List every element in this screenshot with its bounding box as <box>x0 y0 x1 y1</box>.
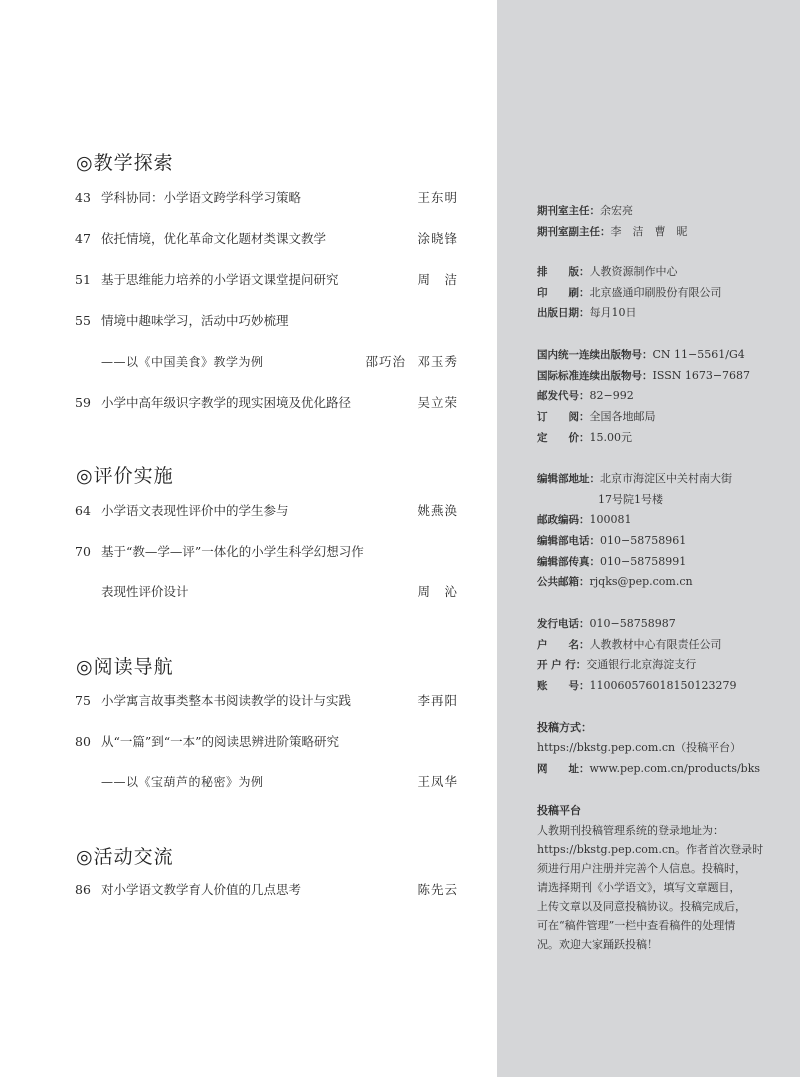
toc-entry[interactable] <box>75 732 458 752</box>
entry-page: 70 <box>75 544 91 559</box>
entry-author: 周 沁 <box>417 584 458 599</box>
toc-entry[interactable] <box>75 542 458 562</box>
entry-author: 周 洁 <box>417 272 458 287</box>
publication-info-panel <box>497 0 800 1077</box>
info-print: 印 刷：北京盛通印刷股份有限公司 <box>537 286 722 299</box>
entry-author: 王凤华 <box>417 774 458 789</box>
section-title-reading-guide: ◎阅读导航 <box>76 656 174 678</box>
platform-text-line: 可在“稿件管理”一栏中查看稿件的处理情 <box>537 919 736 932</box>
entry-subtitle: ——以《宝葫芦的秘密》为例 <box>101 775 264 789</box>
info-editor-deputy: 期刊室副主任：李 洁 曹 昵 <box>537 225 688 238</box>
entry-title: 小学语文表现性评价中的学生参与 <box>101 503 289 518</box>
info-bank: 开 户 行：交通银行北京海淀支行 <box>537 658 697 671</box>
info-website: 网 址：www.pep.com.cn/products/bks <box>537 762 761 775</box>
info-account-name: 户 名：人教教材中心有限责任公司 <box>537 638 722 651</box>
entry-title: 依托情境，优化革命文化题材类课文教学 <box>101 231 327 246</box>
section-title-activity-exchange: ◎活动交流 <box>76 846 174 868</box>
entry-subtitle: ——以《中国美食》教学为例 <box>101 355 264 369</box>
info-fax: 编辑部传真：010−58758991 <box>537 555 687 568</box>
info-address-line2: 17号院1号楼 <box>598 493 663 506</box>
platform-text-line: 请选择期刊《小学语文》，填写文章题目， <box>537 881 741 894</box>
info-issn: 国际标准连续出版物号：ISSN 1673−7687 <box>537 369 751 382</box>
submit-platform-link[interactable]: https://bkstg.pep.com.cn（投稿平台） <box>537 741 742 754</box>
toc-entry[interactable] <box>75 311 458 331</box>
entry-page: 75 <box>75 693 91 708</box>
entry-title: 基于思维能力培养的小学语文课堂提问研究 <box>101 272 339 287</box>
toc-entry-continuation[interactable] <box>75 352 458 372</box>
submit-method-heading: 投稿方式： <box>537 721 592 734</box>
platform-text-line: 须进行用户注册并完善个人信息。投稿时， <box>537 862 746 875</box>
toc-entry[interactable] <box>75 229 458 249</box>
entry-title: 对小学语文教学育人价值的几点思考 <box>101 882 302 897</box>
info-postcode-issue: 邮发代号：82−992 <box>537 389 634 402</box>
entry-page: 55 <box>75 313 91 328</box>
entry-page: 47 <box>75 231 91 246</box>
info-layout: 排 版：人教资源制作中心 <box>537 265 678 278</box>
toc-entry-continuation[interactable] <box>75 772 458 792</box>
entry-title: 学科协同：小学语文跨学科学习策略 <box>101 190 302 205</box>
entry-title: 从“一篇”到“一本”的阅读思辨进阶策略研究 <box>101 734 340 749</box>
toc-entry[interactable] <box>75 270 458 290</box>
info-subscribe: 订 阅：全国各地邮局 <box>537 410 656 423</box>
info-email: 公共邮箱：rjqks@pep.com.cn <box>537 575 693 588</box>
info-price: 定 价：15.00元 <box>537 431 632 444</box>
platform-text-line: 人教期刊投稿管理系统的登录地址为： <box>537 824 724 837</box>
section-title-teaching-exploration: ◎教学探索 <box>76 152 174 174</box>
toc-entry[interactable] <box>75 691 458 711</box>
entry-page: 59 <box>75 395 91 410</box>
info-tel: 编辑部电话：010−58758961 <box>537 534 687 547</box>
info-account: 账 号：110060576018150123279 <box>537 679 737 692</box>
toc-entry[interactable] <box>75 393 458 413</box>
platform-text-line: https://bkstg.pep.com.cn。作者首次登录时 <box>537 843 764 856</box>
entry-title: 情境中趣味学习，活动中巧妙梳理 <box>101 313 289 328</box>
info-pubdate: 出版日期：每月10日 <box>537 306 637 319</box>
entry-title: 小学寓言故事类整本书阅读教学的设计与实践 <box>101 693 352 708</box>
entry-page: 51 <box>75 272 91 287</box>
entry-author: 吴立荣 <box>417 395 458 410</box>
website-link[interactable]: www.pep.com.cn/products/bks <box>589 762 761 775</box>
section-title-evaluation: ◎评价实施 <box>76 465 174 487</box>
entry-author: 邵巧治 <box>365 354 406 369</box>
info-cn: 国内统一连续出版物号：CN 11−5561/G4 <box>537 348 745 361</box>
entry-author: 李再阳 <box>417 693 458 708</box>
info-zip: 邮政编码：100081 <box>537 513 632 526</box>
toc-entry[interactable] <box>75 188 458 208</box>
entry-page: 43 <box>75 190 91 205</box>
platform-text-line: 上传文章以及同意投稿协议。投稿完成后， <box>537 900 746 913</box>
info-editor-head: 期刊室主任：余宏亮 <box>537 204 633 217</box>
entry-page: 80 <box>75 734 91 749</box>
entry-author: 涂晓锋 <box>417 231 458 246</box>
entry-author: 陈先云 <box>417 882 458 897</box>
platform-text-line: 况。欢迎大家踊跃投稿！ <box>537 938 658 951</box>
info-address: 编辑部地址：北京市海淀区中关村南大街 <box>537 472 732 485</box>
platform-heading: 投稿平台 <box>537 804 581 817</box>
entry-title: 基于“教—学—评”一体化的小学生科学幻想习作 <box>101 544 364 559</box>
toc-entry[interactable] <box>75 501 458 521</box>
toc-entry[interactable] <box>75 880 458 900</box>
entry-subtitle: 表现性评价设计 <box>101 584 189 599</box>
info-dist-tel: 发行电话：010−58758987 <box>537 617 676 630</box>
entry-author: 邓玉秀 <box>417 354 458 369</box>
entry-title: 小学中高年级识字教学的现实困境及优化路径 <box>101 395 352 410</box>
entry-page: 86 <box>75 882 91 897</box>
entry-author: 姚燕涣 <box>417 503 458 518</box>
entry-page: 64 <box>75 503 91 518</box>
toc-entry-continuation[interactable] <box>75 582 458 602</box>
entry-author: 王东明 <box>417 190 458 205</box>
